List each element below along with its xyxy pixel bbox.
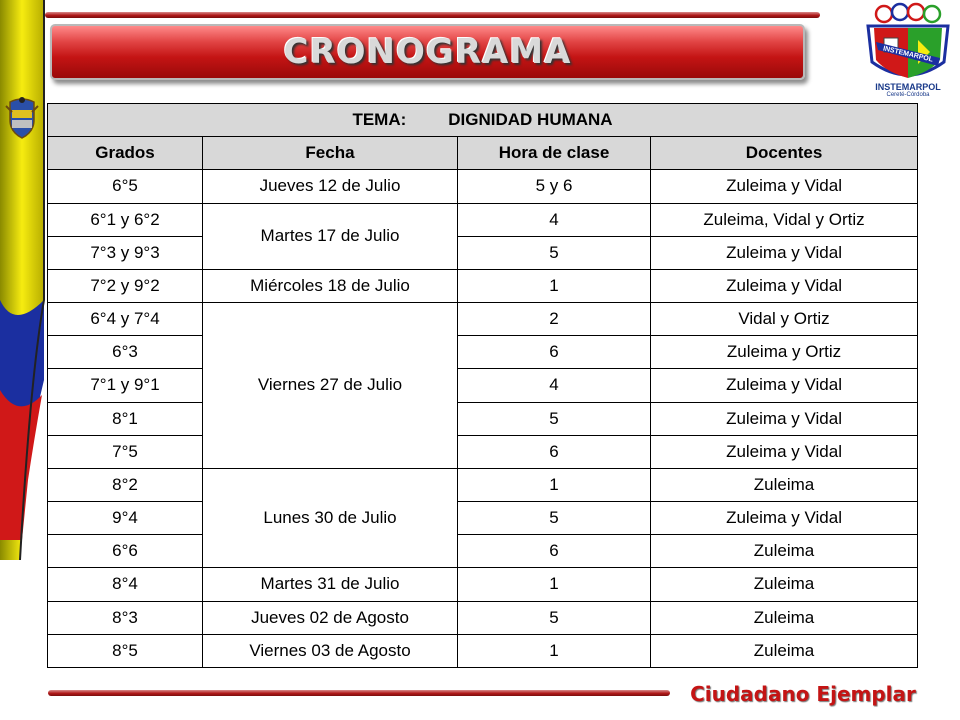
bottom-divider xyxy=(48,690,670,696)
docentes-cell: Zuleima xyxy=(651,634,918,667)
docentes-cell: Zuleima y Vidal xyxy=(651,502,918,535)
hora-cell: 4 xyxy=(458,369,651,402)
fecha-cell: Lunes 30 de Julio xyxy=(203,468,458,568)
fecha-cell: Martes 31 de Julio xyxy=(203,568,458,601)
table-row xyxy=(48,402,918,435)
grado-cell: 9°4 xyxy=(48,502,203,535)
theme-row xyxy=(48,104,918,137)
table-row xyxy=(48,535,918,568)
grado-cell: 7°5 xyxy=(48,435,203,468)
logo-ribbon-text: INSTEMARPOL xyxy=(882,45,934,64)
hora-cell: 5 y 6 xyxy=(458,170,651,203)
fecha-cell: Martes 17 de Julio xyxy=(203,203,458,269)
table-row xyxy=(48,170,918,203)
table-row xyxy=(48,435,918,468)
logo-location: Cereté-Córdoba xyxy=(886,92,930,98)
table-row xyxy=(48,568,918,601)
hora-cell: 5 xyxy=(458,502,651,535)
header-fecha: Fecha xyxy=(203,137,458,170)
header-row xyxy=(48,137,918,170)
hora-cell: 1 xyxy=(458,634,651,667)
docentes-cell: Zuleima y Ortiz xyxy=(651,336,918,369)
theme-value: DIGNIDAD HUMANA xyxy=(448,110,613,130)
hora-cell: 5 xyxy=(458,236,651,269)
table-row xyxy=(48,468,918,501)
table-row xyxy=(48,601,918,634)
grado-cell: 6°5 xyxy=(48,170,203,203)
hora-cell: 1 xyxy=(458,269,651,302)
fecha-cell: Jueves 12 de Julio xyxy=(203,170,458,203)
footer-slogan: Ciudadano Ejemplar xyxy=(690,682,916,706)
logo-name: INSTEMARPOL xyxy=(875,82,941,92)
docentes-cell: Zuleima xyxy=(651,468,918,501)
page-title: CRONOGRAMA xyxy=(283,32,572,72)
schedule-table xyxy=(47,103,918,668)
hora-cell: 2 xyxy=(458,303,651,336)
table-row xyxy=(48,203,918,236)
docentes-cell: Zuleima y Vidal xyxy=(651,269,918,302)
docentes-cell: Zuleima y Vidal xyxy=(651,402,918,435)
fecha-cell: Miércoles 18 de Julio xyxy=(203,269,458,302)
coat-of-arms-icon xyxy=(4,96,40,140)
header-grados: Grados xyxy=(48,137,203,170)
header-hora: Hora de clase xyxy=(458,137,651,170)
grado-cell: 6°4 y 7°4 xyxy=(48,303,203,336)
docentes-cell: Zuleima, Vidal y Ortiz xyxy=(651,203,918,236)
hora-cell: 4 xyxy=(458,203,651,236)
hora-cell: 5 xyxy=(458,601,651,634)
grado-cell: 6°6 xyxy=(48,535,203,568)
fecha-cell: Viernes 27 de Julio xyxy=(203,303,458,469)
fecha-cell: Viernes 03 de Agosto xyxy=(203,634,458,667)
hora-cell: 5 xyxy=(458,402,651,435)
grado-cell: 6°1 y 6°2 xyxy=(48,203,203,236)
header-docentes: Docentes xyxy=(651,137,918,170)
docentes-cell: Zuleima xyxy=(651,601,918,634)
docentes-cell: Zuleima xyxy=(651,535,918,568)
grado-cell: 6°3 xyxy=(48,336,203,369)
hora-cell: 1 xyxy=(458,568,651,601)
hora-cell: 6 xyxy=(458,336,651,369)
hora-cell: 6 xyxy=(458,435,651,468)
docentes-cell: Vidal y Ortiz xyxy=(651,303,918,336)
table-row xyxy=(48,269,918,302)
top-divider xyxy=(45,12,820,18)
table-row xyxy=(48,236,918,269)
grado-cell: 7°2 y 9°2 xyxy=(48,269,203,302)
hora-cell: 6 xyxy=(458,535,651,568)
title-banner xyxy=(50,24,805,80)
table-row xyxy=(48,502,918,535)
grado-cell: 8°5 xyxy=(48,634,203,667)
fecha-cell: Jueves 02 de Agosto xyxy=(203,601,458,634)
docentes-cell: Zuleima y Vidal xyxy=(651,435,918,468)
docentes-cell: Zuleima y Vidal xyxy=(651,236,918,269)
hora-cell: 1 xyxy=(458,468,651,501)
grado-cell: 8°2 xyxy=(48,468,203,501)
docentes-cell: Zuleima xyxy=(651,568,918,601)
table-row xyxy=(48,303,918,336)
theme-label: TEMA: xyxy=(352,110,407,130)
grado-cell: 7°1 y 9°1 xyxy=(48,369,203,402)
grado-cell: 7°3 y 9°3 xyxy=(48,236,203,269)
table-row xyxy=(48,336,918,369)
grado-cell: 8°4 xyxy=(48,568,203,601)
grado-cell: 8°1 xyxy=(48,402,203,435)
theme-cell xyxy=(48,104,918,137)
docentes-cell: Zuleima y Vidal xyxy=(651,369,918,402)
docentes-cell: Zuleima y Vidal xyxy=(651,170,918,203)
table-row xyxy=(48,634,918,667)
grado-cell: 8°3 xyxy=(48,601,203,634)
table-row xyxy=(48,369,918,402)
